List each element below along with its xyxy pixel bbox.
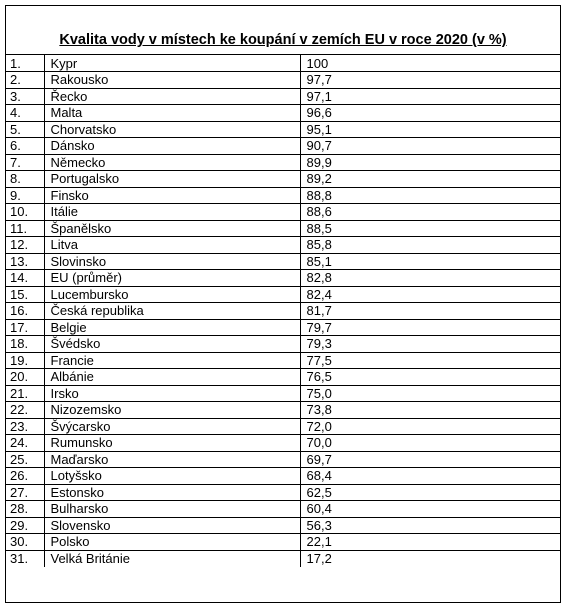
rank-cell: 5. <box>6 121 44 138</box>
country-cell: Finsko <box>44 187 300 204</box>
value-cell: 82,8 <box>300 270 560 287</box>
rank-cell: 10. <box>6 204 44 221</box>
value-cell: 85,1 <box>300 253 560 270</box>
country-cell: Irsko <box>44 385 300 402</box>
table-row <box>6 385 560 402</box>
country-cell: Portugalsko <box>44 171 300 188</box>
country-cell: Bulharsko <box>44 501 300 518</box>
rank-cell: 7. <box>6 154 44 171</box>
value-cell: 81,7 <box>300 303 560 320</box>
water-quality-table <box>5 5 561 603</box>
value-cell: 88,8 <box>300 187 560 204</box>
country-cell: Polsko <box>44 534 300 551</box>
country-cell: Řecko <box>44 88 300 105</box>
table-row <box>6 534 560 551</box>
country-cell: Nizozemsko <box>44 402 300 419</box>
table-row <box>6 88 560 105</box>
rank-cell: 31. <box>6 550 44 567</box>
country-cell: Slovinsko <box>44 253 300 270</box>
rank-cell: 23. <box>6 418 44 435</box>
value-cell: 85,8 <box>300 237 560 254</box>
value-cell: 89,2 <box>300 171 560 188</box>
rank-cell: 25. <box>6 451 44 468</box>
table-row <box>6 468 560 485</box>
rank-cell: 13. <box>6 253 44 270</box>
country-cell: Švýcarsko <box>44 418 300 435</box>
table-row <box>6 319 560 336</box>
rank-cell: 27. <box>6 484 44 501</box>
table-row <box>6 435 560 452</box>
country-cell: Estonsko <box>44 484 300 501</box>
value-cell: 75,0 <box>300 385 560 402</box>
table-row <box>6 105 560 122</box>
country-cell: Lucembursko <box>44 286 300 303</box>
rank-cell: 20. <box>6 369 44 386</box>
rank-cell: 12. <box>6 237 44 254</box>
value-cell: 60,4 <box>300 501 560 518</box>
value-cell: 82,4 <box>300 286 560 303</box>
value-cell: 22,1 <box>300 534 560 551</box>
rank-cell: 1. <box>6 55 44 72</box>
table-row <box>6 55 560 72</box>
value-cell: 77,5 <box>300 352 560 369</box>
value-cell: 88,5 <box>300 220 560 237</box>
value-cell: 73,8 <box>300 402 560 419</box>
rank-cell: 21. <box>6 385 44 402</box>
table-row <box>6 451 560 468</box>
table-row <box>6 121 560 138</box>
table-body <box>6 55 560 567</box>
country-cell: Slovensko <box>44 517 300 534</box>
value-cell: 69,7 <box>300 451 560 468</box>
table-row <box>6 171 560 188</box>
table-row <box>6 550 560 567</box>
country-cell: Španělsko <box>44 220 300 237</box>
rank-cell: 6. <box>6 138 44 155</box>
table-row <box>6 418 560 435</box>
table-row <box>6 220 560 237</box>
table-row <box>6 336 560 353</box>
value-cell: 97,1 <box>300 88 560 105</box>
country-cell: Rumunsko <box>44 435 300 452</box>
country-cell: Chorvatsko <box>44 121 300 138</box>
table-title: Kvalita vody v místech ke koupání v zemích EU v roce 2020 (v %) <box>59 32 507 48</box>
rank-cell: 26. <box>6 468 44 485</box>
table-row <box>6 402 560 419</box>
rank-cell: 29. <box>6 517 44 534</box>
rank-cell: 15. <box>6 286 44 303</box>
rank-cell: 4. <box>6 105 44 122</box>
country-cell: Česká republika <box>44 303 300 320</box>
table-row <box>6 352 560 369</box>
country-cell: Litva <box>44 237 300 254</box>
value-cell: 79,7 <box>300 319 560 336</box>
rank-cell: 2. <box>6 72 44 89</box>
table-row <box>6 517 560 534</box>
value-cell: 17,2 <box>300 550 560 567</box>
value-cell: 70,0 <box>300 435 560 452</box>
table-row <box>6 187 560 204</box>
country-cell: Francie <box>44 352 300 369</box>
value-cell: 88,6 <box>300 204 560 221</box>
title-cell <box>6 6 560 55</box>
rank-cell: 17. <box>6 319 44 336</box>
table-row <box>6 501 560 518</box>
table-row <box>6 303 560 320</box>
country-cell: Belgie <box>44 319 300 336</box>
value-cell: 95,1 <box>300 121 560 138</box>
country-cell: Itálie <box>44 204 300 221</box>
rank-cell: 30. <box>6 534 44 551</box>
value-cell: 97,7 <box>300 72 560 89</box>
value-cell: 68,4 <box>300 468 560 485</box>
country-cell: EU (průměr) <box>44 270 300 287</box>
rank-cell: 3. <box>6 88 44 105</box>
rank-cell: 18. <box>6 336 44 353</box>
value-cell: 100 <box>300 55 560 72</box>
table-row <box>6 138 560 155</box>
rank-cell: 16. <box>6 303 44 320</box>
rank-cell: 14. <box>6 270 44 287</box>
country-cell: Dánsko <box>44 138 300 155</box>
table-row <box>6 286 560 303</box>
data-table <box>6 55 560 567</box>
rank-cell: 24. <box>6 435 44 452</box>
country-cell: Rakousko <box>44 72 300 89</box>
table-row <box>6 253 560 270</box>
country-cell: Lotyšsko <box>44 468 300 485</box>
value-cell: 56,3 <box>300 517 560 534</box>
rank-cell: 19. <box>6 352 44 369</box>
country-cell: Maďarsko <box>44 451 300 468</box>
country-cell: Velká Británie <box>44 550 300 567</box>
country-cell: Malta <box>44 105 300 122</box>
value-cell: 89,9 <box>300 154 560 171</box>
rank-cell: 22. <box>6 402 44 419</box>
table-row <box>6 72 560 89</box>
value-cell: 72,0 <box>300 418 560 435</box>
rank-cell: 9. <box>6 187 44 204</box>
value-cell: 90,7 <box>300 138 560 155</box>
value-cell: 96,6 <box>300 105 560 122</box>
table-row <box>6 484 560 501</box>
table-row <box>6 204 560 221</box>
country-cell: Švédsko <box>44 336 300 353</box>
table-row <box>6 369 560 386</box>
country-cell: Německo <box>44 154 300 171</box>
value-cell: 79,3 <box>300 336 560 353</box>
table-row <box>6 154 560 171</box>
country-cell: Kypr <box>44 55 300 72</box>
value-cell: 62,5 <box>300 484 560 501</box>
rank-cell: 8. <box>6 171 44 188</box>
rank-cell: 11. <box>6 220 44 237</box>
table-row <box>6 270 560 287</box>
country-cell: Albánie <box>44 369 300 386</box>
value-cell: 76,5 <box>300 369 560 386</box>
rank-cell: 28. <box>6 501 44 518</box>
table-row <box>6 237 560 254</box>
